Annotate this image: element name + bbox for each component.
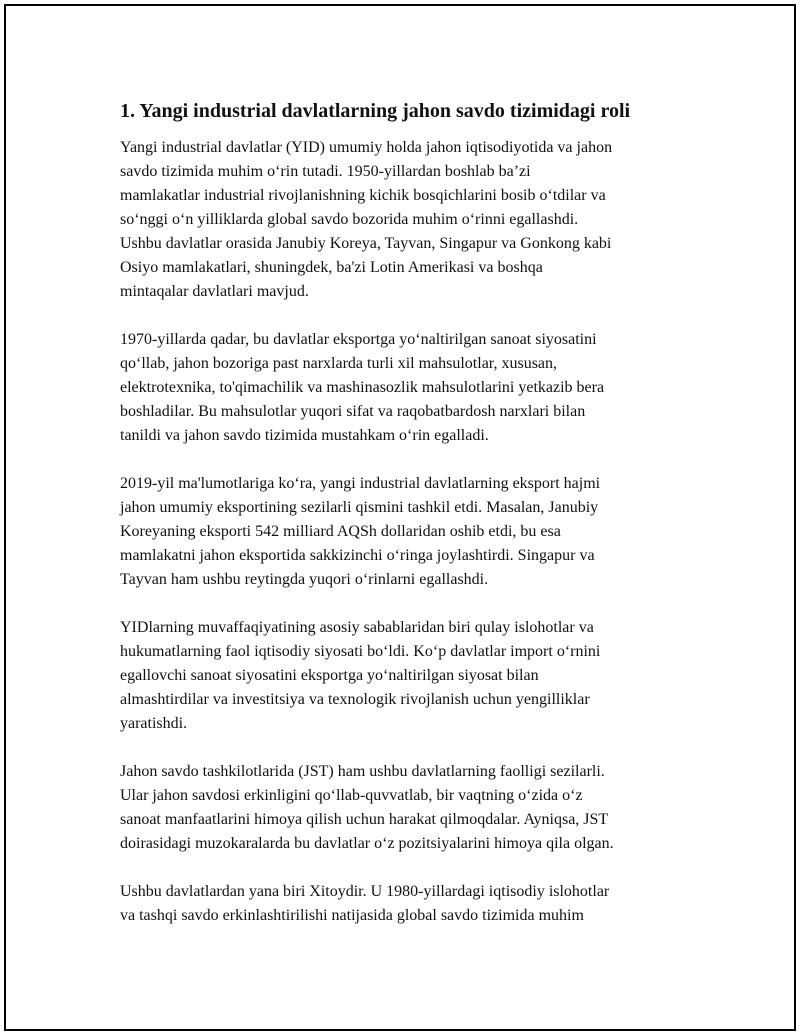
body-paragraph — [120, 616, 700, 736]
paragraph-line: Yangi industrial davlatlar (YID) umumiy holda jahon iqtisodiyotida va jahon — [120, 139, 613, 156]
paragraph-line: va tashqi savdo erkinlashtirilishi natijasida global savdo tizimida muhim — [120, 907, 584, 924]
paragraph-line: mintaqalar davlatlari mavjud. — [120, 283, 309, 300]
section-heading: 1. Yangi industrial davlatlarning jahon savdo tizimidagi roli — [120, 100, 631, 122]
paragraph-line: yaratishdi. — [120, 715, 188, 732]
paragraph-line: Ushbu davlatlar orasida Janubiy Koreya, Tayvan, Singapur va Gonkong kabi — [120, 235, 612, 252]
paragraph-line: savdo tizimida muhim o‘rin tutadi. 1950-yillardan boshlab ba’zi — [120, 163, 531, 180]
paragraph-line: 2019-yil ma'lumotlariga ko‘ra, yangi industrial davlatlarning eksport hajmi — [120, 475, 601, 492]
paragraph-line: tanildi va jahon savdo tizimida mustahkam o‘rin egalladi. — [120, 427, 489, 444]
paragraph-list — [120, 136, 700, 928]
body-paragraph — [120, 328, 700, 448]
document-body — [120, 96, 700, 952]
paragraph-line: jahon umumiy eksportining sezilarli qismini tashkil etdi. Masalan, Janubiy — [120, 499, 599, 516]
body-paragraph — [120, 760, 700, 856]
body-paragraph — [120, 136, 700, 304]
body-paragraph — [120, 472, 700, 592]
paragraph-line: Tayvan ham ushbu reytingda yuqori o‘rinlarni egallashdi. — [120, 571, 489, 588]
paragraph-line: YIDlarning muvaffaqiyatining asosiy sabablaridan biri qulay islohotlar va — [120, 619, 594, 636]
paragraph-line: Jahon savdo tashkilotlarida (JST) ham ushbu davlatlarning faolligi sezilarli. — [120, 763, 605, 780]
paragraph-line: Ushbu davlatlardan yana biri Xitoydir. U 1980-yillardagi iqtisodiy islohotlar — [120, 883, 610, 900]
paragraph-line: almashtirdilar va investitsiya va texnologik rivojlanish uchun yengilliklar — [120, 691, 590, 708]
paragraph-line: qo‘llab, jahon bozoriga past narxlarda turli xil mahsulotlar, xususan, — [120, 355, 558, 372]
paragraph-line: mamlakatni jahon eksportida sakkizinchi o‘ringa joylashtirdi. Singapur va — [120, 547, 595, 564]
paragraph-line: so‘nggi o‘n yilliklarda global savdo bozorida muhim o‘rinni egallashdi. — [120, 211, 579, 228]
paragraph-line: 1970-yillarda qadar, bu davlatlar eksportga yo‘naltirilgan sanoat siyosatini — [120, 331, 597, 348]
paragraph-line: Osiyo mamlakatlari, shuningdek, ba'zi Lotin Amerikasi va boshqa — [120, 259, 543, 276]
body-paragraph — [120, 880, 700, 928]
paragraph-line: Ular jahon savdosi erkinligini qo‘llab-quvvatlab, bir vaqtning o‘zida o‘z — [120, 787, 583, 804]
document-page — [4, 4, 796, 1031]
paragraph-line: doirasidagi muzokaralarda bu davlatlar o‘z pozitsiyalarini himoya qila olgan. — [120, 835, 614, 852]
paragraph-line: egallovchi sanoat siyosatini eksportga yo‘naltirilgan siyosat bilan — [120, 667, 539, 684]
paragraph-line: sanoat manfaatlarini himoya qilish uchun harakat qilmoqdalar. Ayniqsa, JST — [120, 811, 609, 828]
paragraph-line: elektrotexnika, to'qimachilik va mashinasozlik mahsulotlarini yetkazib bera — [120, 379, 605, 396]
paragraph-line: boshladilar. Bu mahsulotlar yuqori sifat va raqobatbardosh narxlari bilan — [120, 403, 586, 420]
paragraph-line: hukumatlarning faol iqtisodiy siyosati bo‘ldi. Ko‘p davlatlar import o‘rnini — [120, 643, 601, 660]
paragraph-line: mamlakatlar industrial rivojlanishning kichik bosqichlarini bosib o‘tdilar va — [120, 187, 606, 204]
paragraph-line: Koreyaning eksporti 542 milliard AQSh dollaridan oshib etdi, bu esa — [120, 523, 561, 540]
